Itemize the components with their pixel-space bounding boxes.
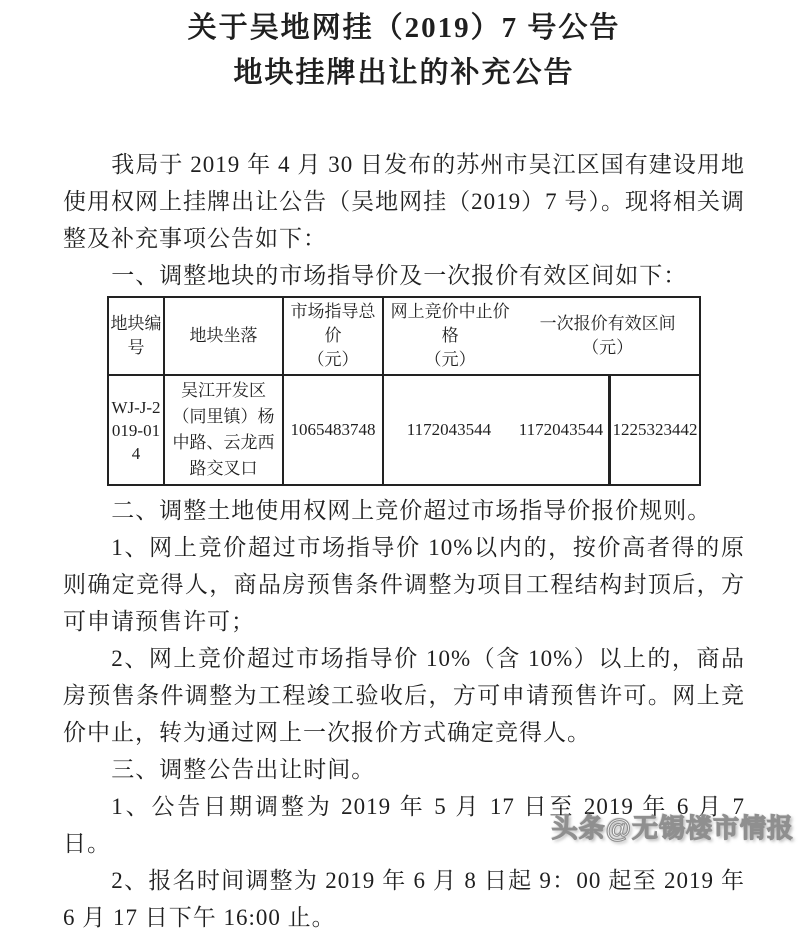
intro-block <box>63 146 745 294</box>
section-3-heading: 三、调整公告出让时间。 <box>111 757 376 782</box>
document-title <box>63 6 745 96</box>
rule-2-paragraph: 2、网上竞价超过市场指导价 10%（含 10%）以上的，商品房预售条件调整为工程竣工验收后，方可申请预售许可。网上竞价中止，转为通过网上一次报价方式确定竞得人。 <box>63 646 745 745</box>
table-header-merged-price-columns <box>384 298 699 376</box>
header-unit: （元） <box>307 350 359 369</box>
section-2-heading: 二、调整土地使用权网上竞价超过市场指导价报价规则。 <box>111 498 712 523</box>
table-header-plot-location <box>165 298 284 376</box>
cell-range-end: 1225323442 <box>608 376 699 484</box>
rules-block <box>63 492 745 936</box>
intro-paragraph: 我局于 2019 年 4 月 30 日发布的苏州市吴江区国有建设用地使用权网上挂牌出让公告（吴地网挂（2019）7 号）。现将相关调整及补充事项公告如下： <box>63 152 745 251</box>
title-line-1: 关于吴地网挂（2019）7 号公告 <box>187 12 621 44</box>
toutiao-watermark: 头条@无锡楼市情报 <box>551 813 794 843</box>
header-label: 一次报价有效区间 <box>539 314 676 333</box>
time-2-paragraph: 2、报名时间调整为 2019 年 6 月 8 日起 9：00 起至 2019 年 6 月 17 日下午 16:00 止。 <box>63 868 745 930</box>
header-unit: （元） <box>582 338 634 357</box>
header-label: 地块编号 <box>110 314 162 357</box>
table-header-halt-price <box>384 300 516 372</box>
cell-plot-location: 吴江开发区（同里镇）杨中路、云龙西路交叉口 <box>165 376 284 484</box>
cell-guide-price: 1065483748 <box>284 376 384 484</box>
cell-plot-number: WJ-J-2019-014 <box>109 376 165 484</box>
title-line-2: 地块挂牌出让的补充公告 <box>233 57 575 89</box>
header-unit: （元） <box>424 350 476 369</box>
cell-halt-price: 1172043544 <box>406 420 492 439</box>
header-label: 网上竞价中止价格 <box>390 302 510 345</box>
price-table <box>107 296 701 486</box>
header-label: 市场指导总价 <box>290 302 376 345</box>
table-header-one-time-range <box>516 312 699 360</box>
rule-1-paragraph: 1、网上竞价超过市场指导价 10%以内的，按价高者得的原则确定竞得人，商品房预售条件调整为项目工程结构封顶后，方可申请预售许可； <box>63 535 745 634</box>
table-header-guide-price <box>284 298 384 376</box>
time-1-paragraph: 1、公告日期调整为 2019 年 5 月 17 日至 2019 年 6 月 7 日。 <box>63 794 745 856</box>
section-1-heading: 一、调整地块的市场指导价及一次报价有效区间如下： <box>111 263 688 288</box>
header-label: 地块坐落 <box>189 326 258 345</box>
cell-bid-prices <box>384 376 608 484</box>
table-header-plot-number <box>109 298 165 376</box>
cell-range-start: 1172043544 <box>518 420 604 439</box>
